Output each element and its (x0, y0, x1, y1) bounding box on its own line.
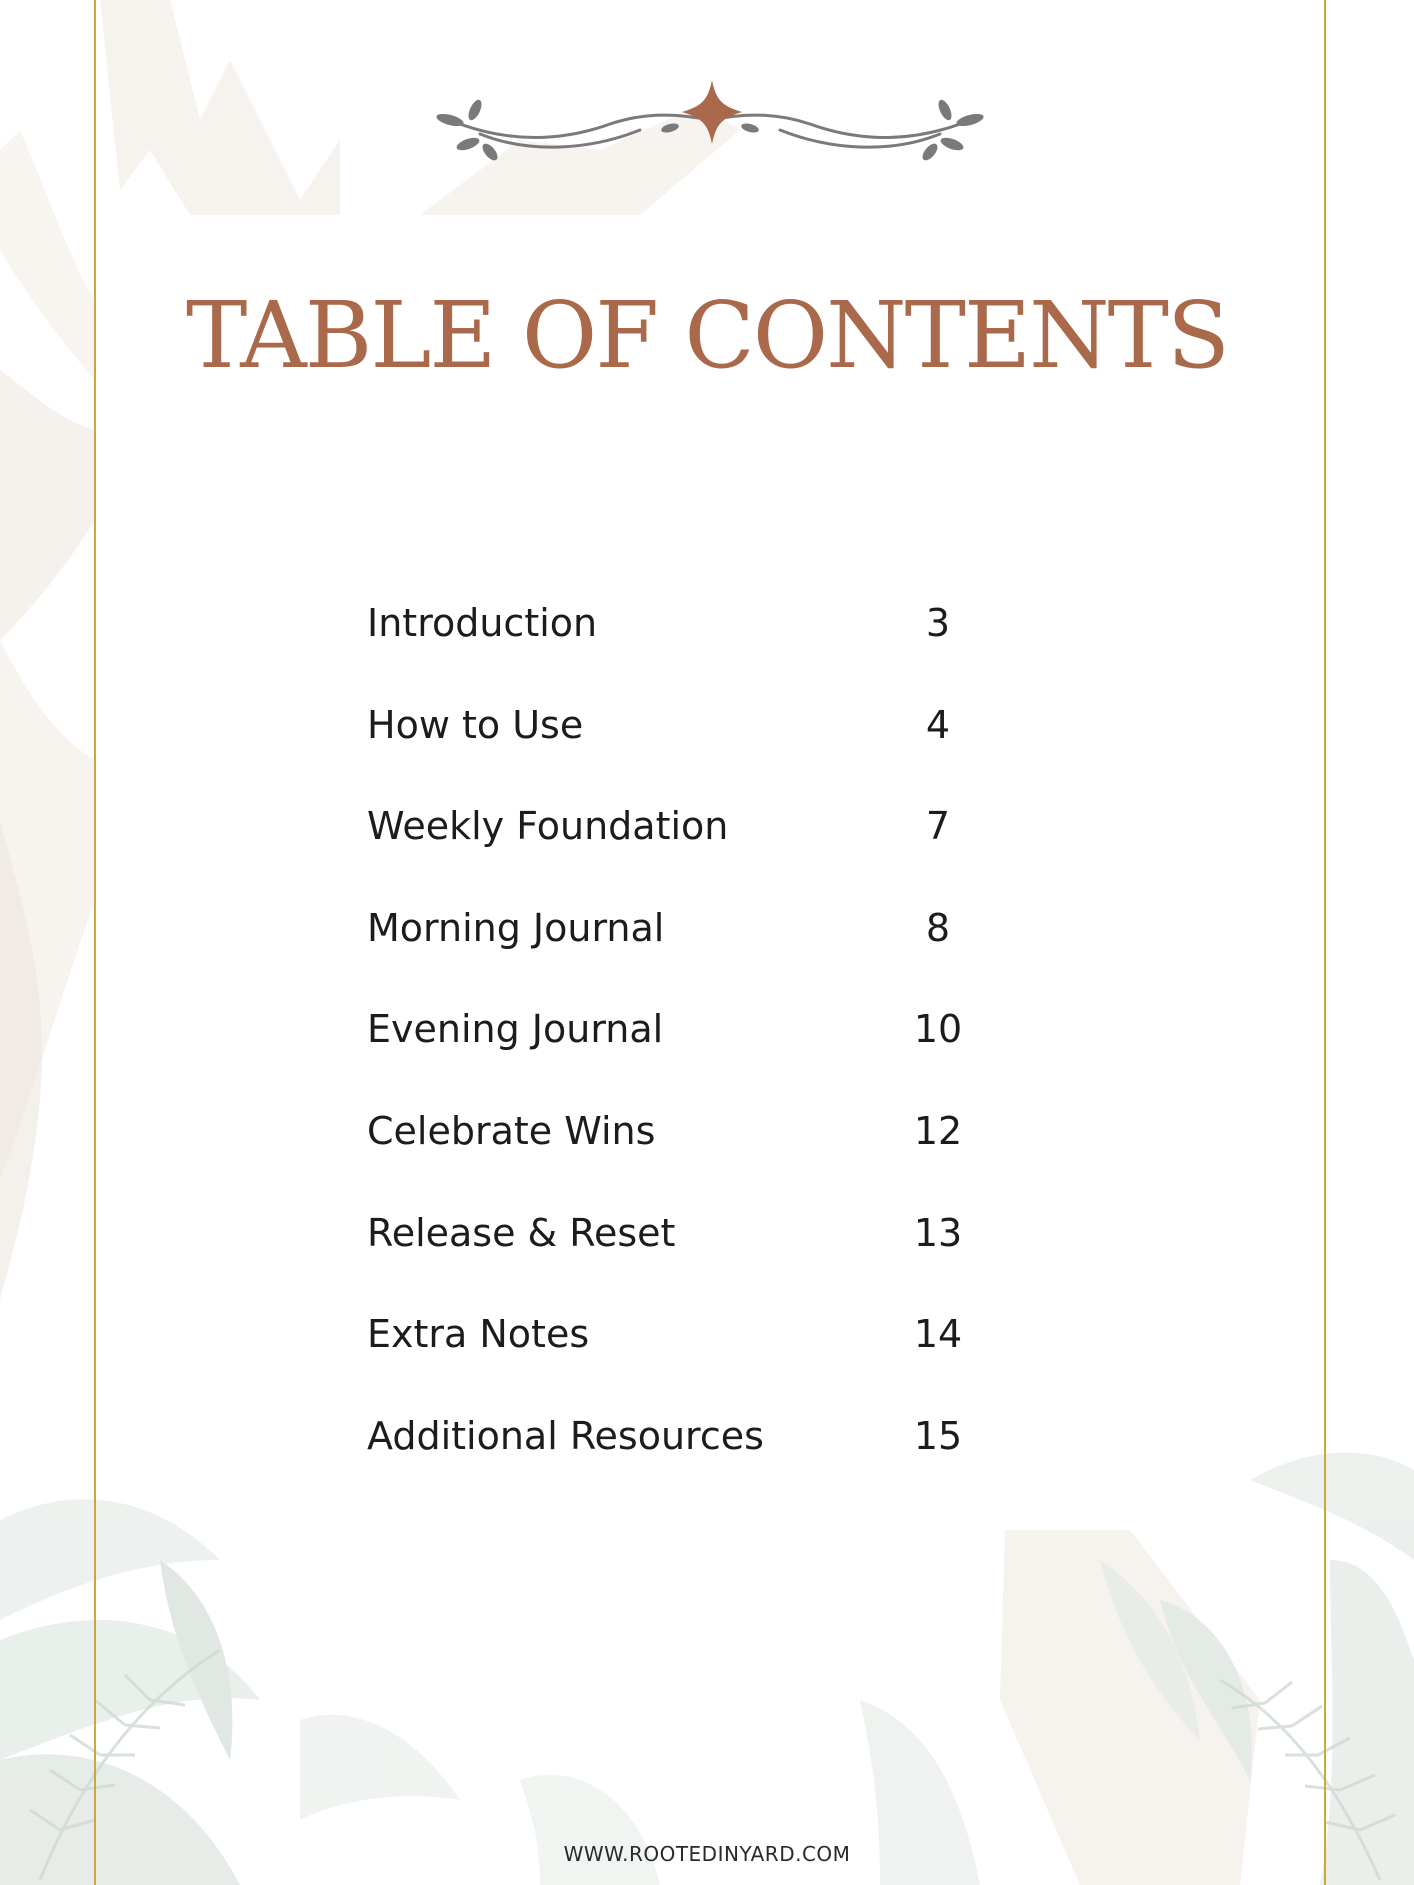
toc-row[interactable] (367, 1102, 1007, 1204)
toc-page-number: 7 (925, 804, 951, 849)
website-link[interactable]: WWW.ROOTEDINYARD.COM (563, 1842, 851, 1866)
toc-entry-label: Additional Resources (367, 1413, 764, 1458)
toc-entry-label: Celebrate Wins (367, 1108, 656, 1153)
toc-page-number: 4 (925, 702, 951, 747)
toc-row[interactable] (367, 1407, 1007, 1509)
toc-row[interactable] (367, 696, 1007, 798)
toc-row[interactable] (367, 1204, 1007, 1306)
toc-entry-label: Weekly Foundation (367, 804, 729, 849)
toc-entry-label: Release & Reset (367, 1210, 676, 1255)
toc-page-number: 14 (913, 1312, 963, 1357)
toc-page-number: 12 (913, 1108, 963, 1153)
toc-entry-label: Evening Journal (367, 1007, 664, 1052)
toc-page-number: 13 (913, 1210, 963, 1255)
toc-row[interactable] (367, 1305, 1007, 1407)
toc-entry-label: How to Use (367, 702, 584, 747)
table-of-contents (367, 594, 1007, 1508)
page-title: TABLE OF CONTENTS (185, 282, 1229, 389)
toc-row[interactable] (367, 594, 1007, 696)
toc-entry-label: Extra Notes (367, 1312, 590, 1357)
toc-row[interactable] (367, 1000, 1007, 1102)
toc-page-number: 15 (913, 1413, 963, 1458)
toc-page-number: 8 (925, 905, 951, 950)
toc-entry-label: Morning Journal (367, 905, 665, 950)
toc-page-number: 3 (925, 601, 951, 645)
toc-row[interactable] (367, 797, 1007, 899)
toc-page-number: 10 (913, 1007, 963, 1052)
toc-row[interactable] (367, 899, 1007, 1001)
toc-entry-label: Introduction (367, 601, 598, 645)
flourish-divider-icon (420, 72, 1000, 172)
